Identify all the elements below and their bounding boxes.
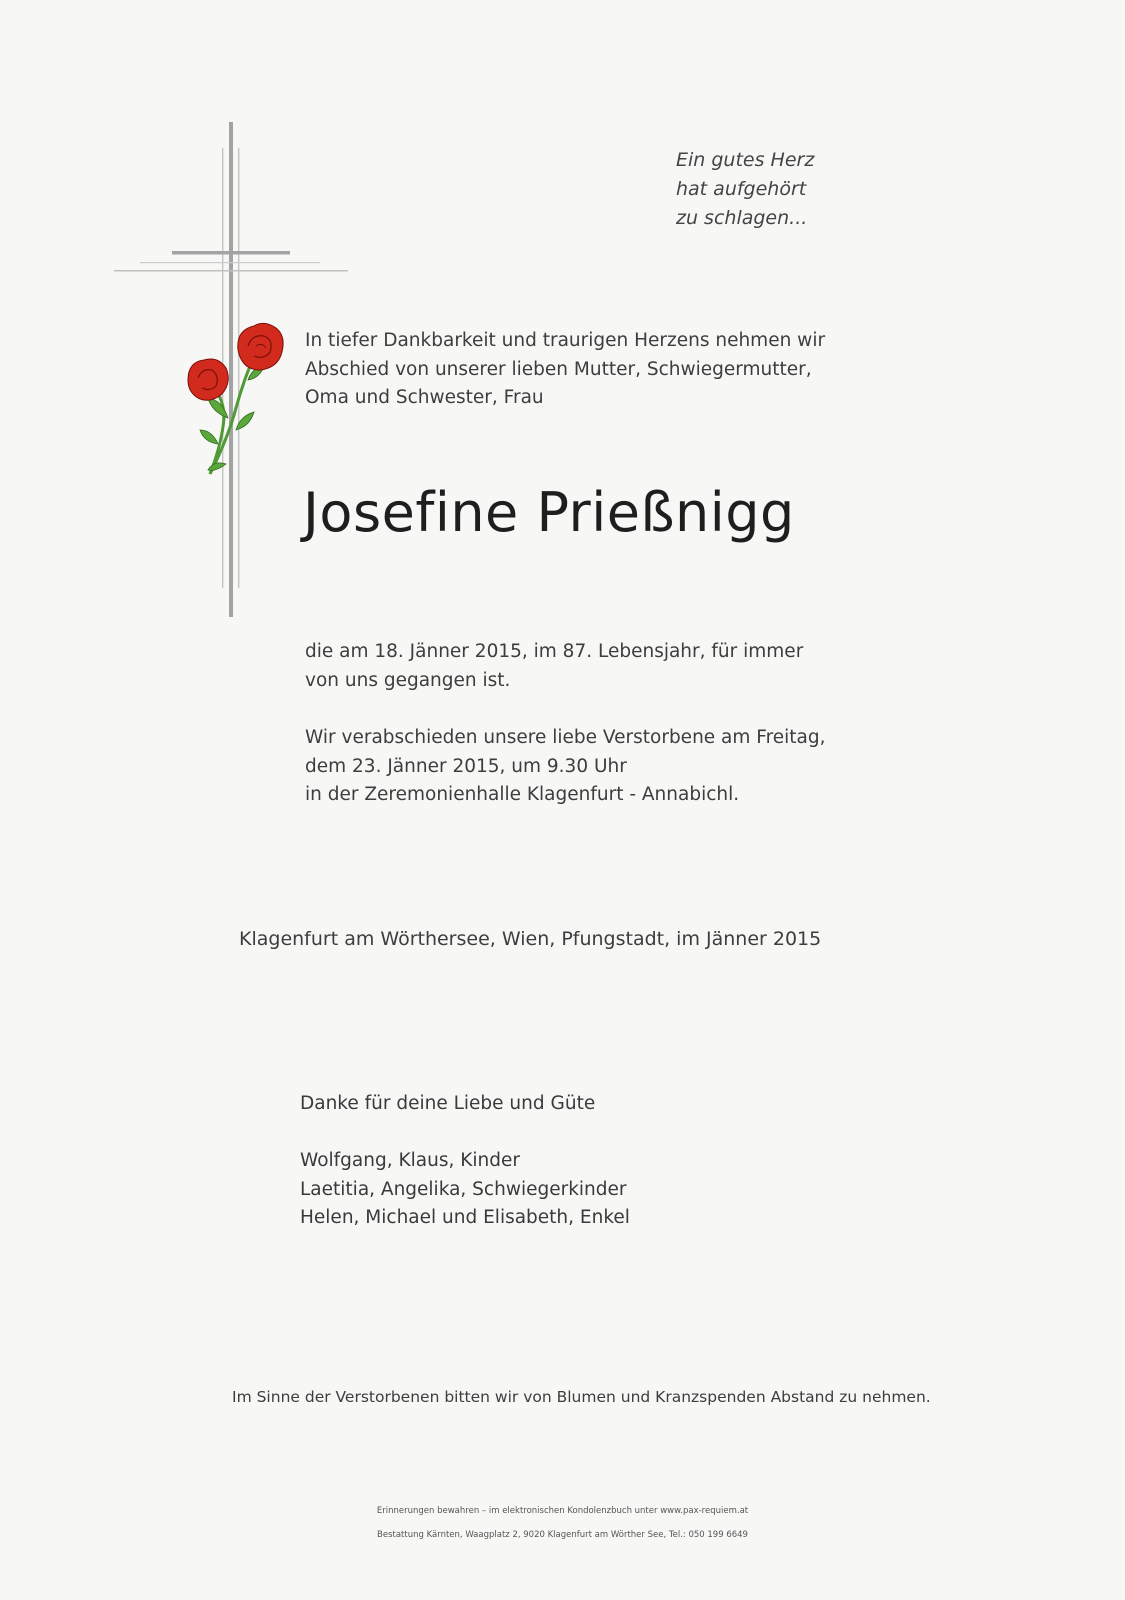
flower-request: Im Sinne der Verstorbenen bitten wir von Blumen und Kranzspenden Abstand zu nehmen. [232,1388,931,1406]
place-date: Klagenfurt am Wörthersee, Wien, Pfungstadt, im Jänner 2015 [239,928,822,950]
farewell-line: dem 23. Jänner 2015, um 9.30 Uhr [305,755,627,777]
footer-address-line: Bestattung Kärnten, Waagplatz 2, 9020 Klagenfurt am Wörther See, Tel.: 050 199 6649 [377,1530,748,1540]
intro-line: Oma und Schwester, Frau [305,387,544,408]
quote [676,146,814,233]
family-list [300,1147,630,1233]
intro-text [305,327,825,413]
farewell-line: Wir verabschieden unsere liebe Verstorbene am Freitag, [305,727,826,748]
family-line: Helen, Michael und Elisabeth, Enkel [300,1207,630,1228]
quote-line: zu schlagen... [676,207,808,229]
footer-condolence-line: Erinnerungen bewahren – im elektronischen Kondolenzbuch unter www.pax-requiem.at [376,1506,749,1516]
passing-line: von uns gegangen ist. [305,669,511,691]
quote-line: hat aufgehört [676,178,807,200]
intro-line: Abschied von unserer lieben Mutter, Schwiegermutter, [305,358,812,380]
intro-line: In tiefer Dankbarkeit und traurigen Herzens nehmen wir [305,330,826,351]
deceased-name: Josefine Prießnigg [303,481,795,544]
family-line: Wolfgang, Klaus, Kinder [300,1150,520,1171]
passing-line: die am 18. Jänner 2015, im 87. Lebensjahr, für immer [305,641,804,662]
family-line: Laetitia, Angelika, Schwiegerkinder [300,1178,627,1200]
farewell-text [305,724,826,810]
thanks-text: Danke für deine Liebe und Güte [300,1093,596,1114]
passing-text [305,638,803,695]
quote-line: Ein gutes Herz [676,149,815,171]
farewell-line: in der Zeremonienhalle Klagenfurt - Annabichl. [305,784,740,805]
